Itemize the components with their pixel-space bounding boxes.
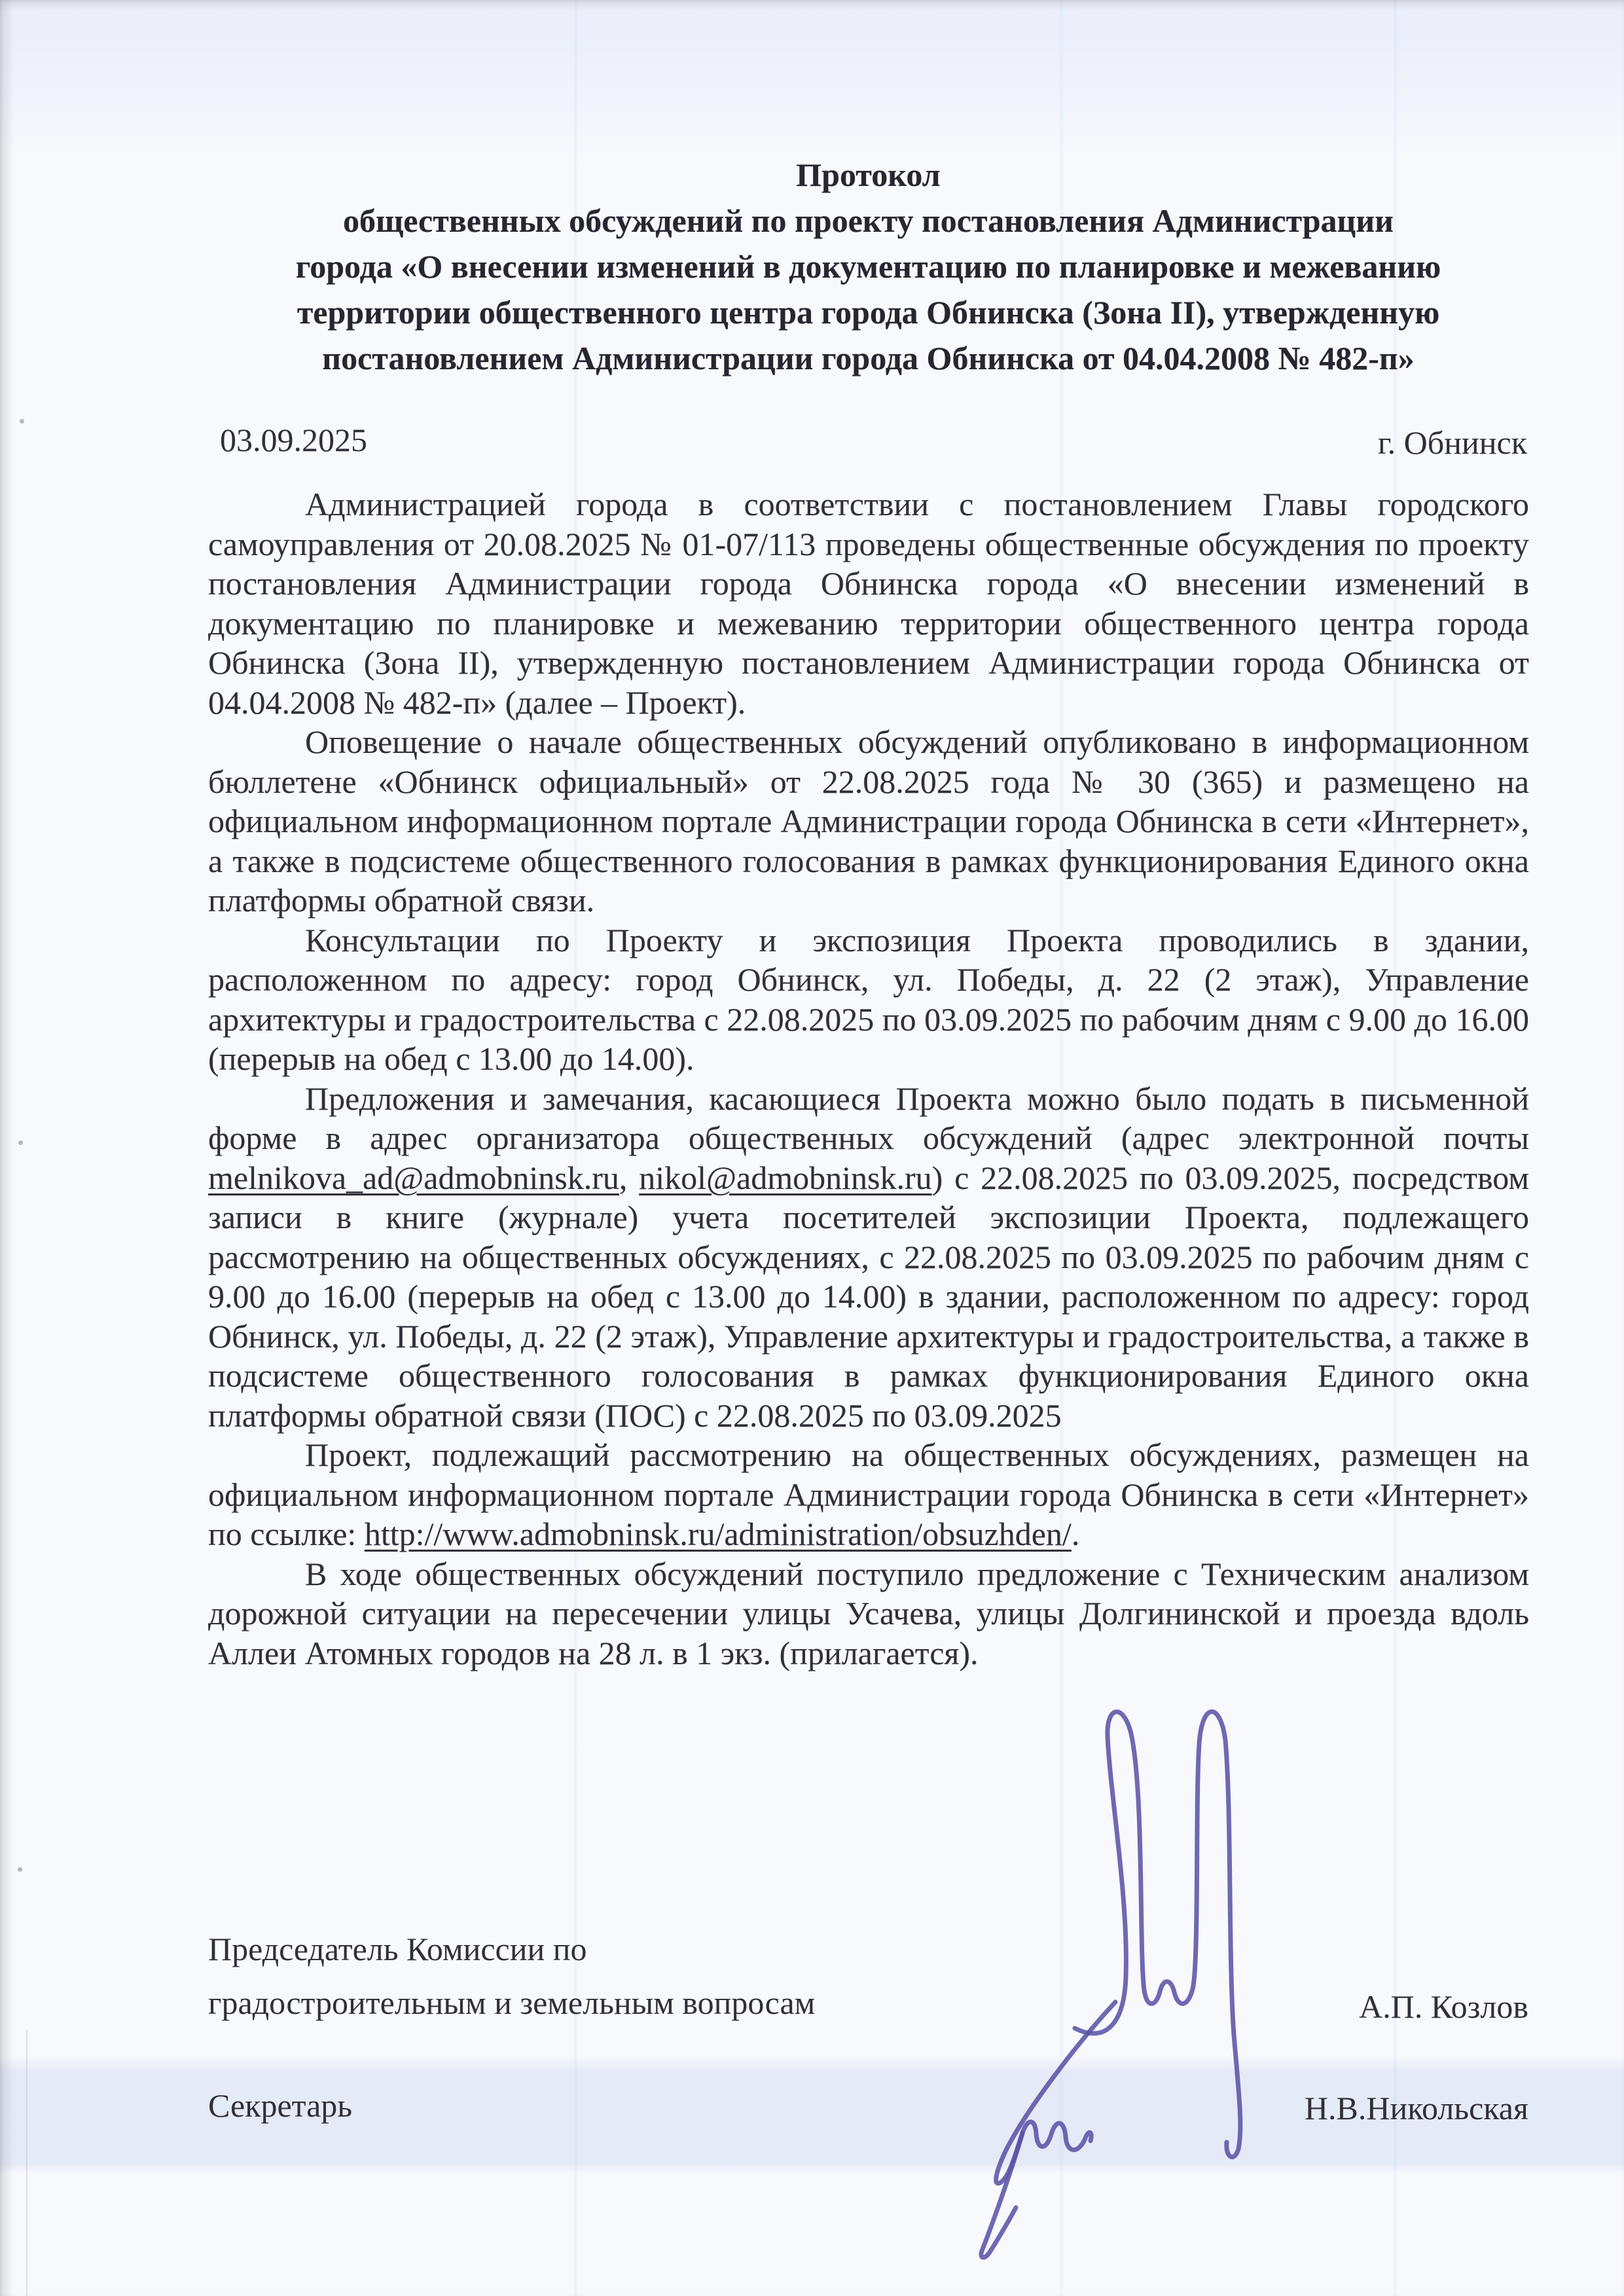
scan-speck bbox=[18, 1867, 22, 1872]
paragraph bbox=[208, 920, 1529, 1079]
secretary-name: Н.В.Никольская bbox=[1304, 2090, 1528, 2126]
paragraph bbox=[208, 484, 1529, 722]
paragraph-text: ) с 22.08.2025 по 03.09.2025, посредством записи в книге (журнале) учета посетителей экспозиции Проекта, подлежащего рассмотрению на общественных обсуждениях, с 22.08.2025 по 03.09.2025 по рабочим дням с 9.00 до 16.00 (перерыв на обед с 13.00 до 14.00) в здании, расположенном по адресу: город Обнинск, ул. Победы, д. 22 (2 этаж), Управление архитектуры и градостроительства, а также в подсистеме общественного голосования в рамках функционирования Единого окна платформы обратной связи (ПОС) с 22.08.2025 по 03.09.2025 bbox=[208, 1159, 1529, 1434]
paragraph-text: Консультации по Проекту и экспозиция Проекта проводились в здании, расположенном по адресу: город Обнинск, ул. Победы, д. 22 (2 этаж), Управление архитектуры и градостроительства с 22.08.2025 по 03.09.2025 по рабочим дням с 9.00 до 16.00 (перерыв на обед с 13.00 до 14.00). bbox=[208, 921, 1529, 1077]
scan-speck bbox=[20, 419, 24, 424]
paragraph bbox=[208, 722, 1529, 920]
paragraph-text: . bbox=[1071, 1516, 1080, 1552]
scan-crease-line bbox=[26, 2030, 27, 2296]
body-paragraphs bbox=[208, 484, 1529, 1673]
paragraph-text: Администрацией города в соответствии с постановлением Главы городского самоуправления от 20.08.2025 № 01-07/113 проведены общественные обсуждения по проекту постановления Администрации города Обнинска города «О внесении изменений в документацию по планировке и межеванию территории общественного центра города Обнинска (Зона II), утвержденную постановлением Администрации города Обнинска от 04.04.2008 № 482-п» (далее – Проект). bbox=[208, 486, 1529, 721]
signature-block-secretary bbox=[208, 2086, 1528, 2125]
paragraph-text: Предложения и замечания, касающиеся Проекта можно было подать в письменной форме в адрес организатора общественных обсуждений (адрес электронной почты bbox=[208, 1080, 1529, 1156]
paragraph-text: Проект, подлежащий рассмотрению на общественных обсуждениях, размещен на официальном информационном портале Администрации города Обнинска в сети «Интернет» по ссылке: bbox=[208, 1436, 1529, 1552]
paragraph-text: Оповещение о начале общественных обсуждений опубликовано в информационном бюллетене «Обнинск официальный» от 22.08.2025 года № 30 (365) и размещено на официальном информационном портале Администрации города Обнинска в сети «Интернет», а также в подсистеме общественного голосования в рамках функционирования Единого окна платформы обратной связи. bbox=[208, 723, 1529, 919]
chairman-role-line2: градостроительным и земельным вопросам bbox=[208, 1984, 816, 2021]
paragraph bbox=[208, 1079, 1529, 1436]
title-line: постановлением Администрации города Обнинска от 04.04.2008 № 482-п» bbox=[322, 340, 1415, 376]
paragraph-text: В ходе общественных обсуждений поступило предложение с Техническим анализом дорожной ситуации на пересечении улицы Усачева, улицы Долгининской и проезда вдоль Аллеи Атомных городов на 28 л. в 1 экз. (прилагается). bbox=[208, 1555, 1529, 1671]
chairman-name: А.П. Козлов bbox=[1359, 1988, 1528, 2025]
link-text[interactable]: http://www.admobninsk.ru/administration/obsuzhden/ bbox=[364, 1516, 1072, 1552]
secretary-signature-tail-ink bbox=[981, 2133, 1022, 2257]
title-line: города «О внесении изменений в документацию по планировке и межеванию bbox=[295, 248, 1441, 285]
paragraph bbox=[208, 1435, 1529, 1554]
paragraph bbox=[208, 1554, 1529, 1673]
title-line: общественных обсуждений по проекту постановления Администрации bbox=[343, 202, 1394, 239]
signature-block-chairman bbox=[208, 1922, 1528, 2030]
link-text[interactable]: melnikova_ad@admobninsk.ru bbox=[208, 1159, 619, 1196]
chairman-role-line1: Председатель Комиссии по bbox=[208, 1931, 587, 1967]
title-line: Протокол bbox=[796, 156, 941, 193]
doc-date: 03.09.2025 bbox=[220, 422, 367, 458]
link-text[interactable]: nikol@admobninsk.ru bbox=[639, 1159, 932, 1196]
document-title bbox=[208, 152, 1528, 381]
secretary-role: Секретарь bbox=[208, 2087, 353, 2124]
doc-place: г. Обнинск bbox=[1377, 424, 1527, 461]
title-line: территории общественного центра города Обнинска (Зона II), утвержденную bbox=[297, 294, 1440, 331]
scan-speck bbox=[18, 1140, 23, 1145]
paragraph-text: , bbox=[619, 1159, 640, 1196]
